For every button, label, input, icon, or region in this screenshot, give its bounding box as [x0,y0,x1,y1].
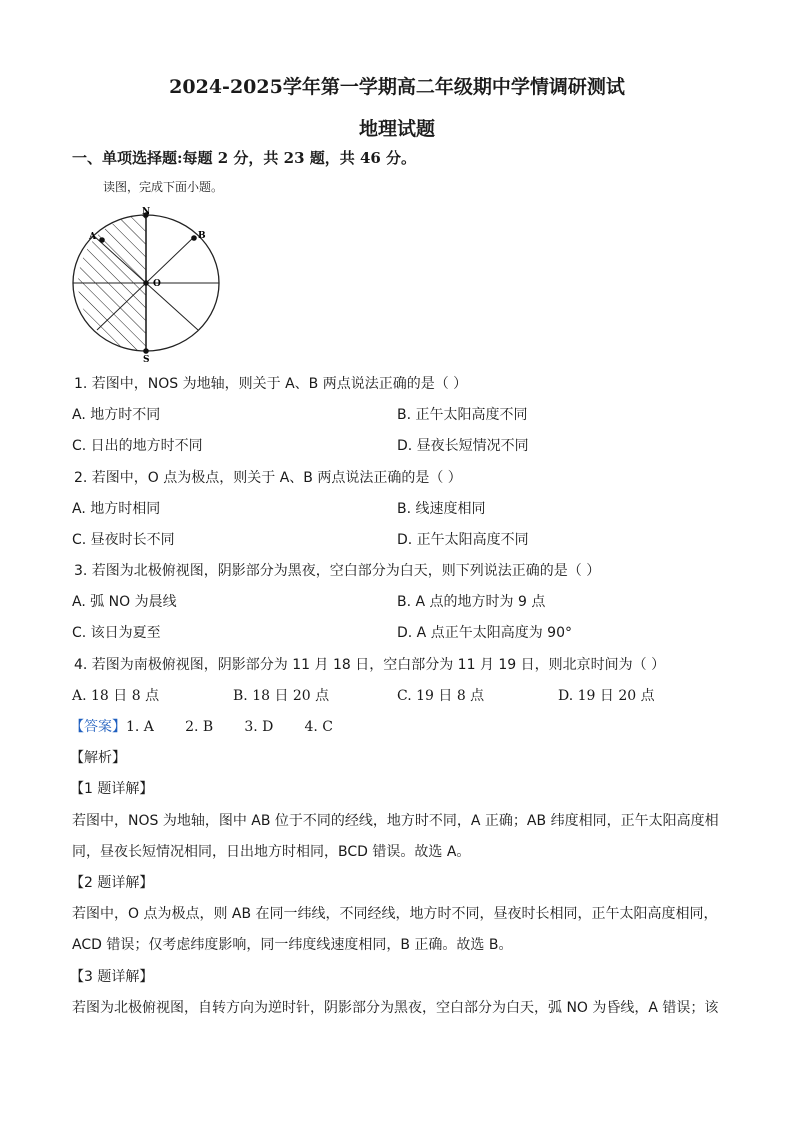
point-a [99,237,105,243]
page-title: 2024-2025学年第一学期高二年级期中学情调研测试 [169,76,625,98]
option-c: C. 昼夜时长不同 [72,532,175,548]
label-a: A [89,232,96,242]
point-b [191,235,197,241]
option-d: D. 正午太阳高度不同 [397,532,529,548]
question-stem: 1. 若图中，NOS 为地轴，则关于 A、B 两点说法正确的是（ ） [74,376,468,392]
option-c: C. 日出的地方时不同 [72,438,203,454]
reading-intro: 读图，完成下面小题。 [103,180,224,194]
point-s [143,348,149,354]
option-d: D. 19 日 20 点 [558,688,655,704]
detail-heading: 【1 题详解】 [70,781,154,797]
detail-line: 若图中，O 点为极点，则 AB 在同一纬线，不同经线，地方时不同，昼夜时长相同，正午太阳高度相同， [72,906,718,922]
option-b: B. A 点的地方时为 9 点 [397,594,546,610]
option-a: A. 18 日 8 点 [72,688,160,704]
answer-line [70,716,333,736]
detail-line: 若图为北极俯视图，自转方向为逆时针，阴影部分为黑夜，空白部分为白天，弧 NO 为昏线，A 错误；该 [72,1000,719,1016]
question-stem: 4. 若图为南极俯视图，阴影部分为 11 月 18 日，空白部分为 11 月 19 日，则北京时间为（ ） [74,657,666,673]
option-b: B. 线速度相同 [397,501,486,517]
option-b: B. 正午太阳高度不同 [397,407,528,423]
detail-line: 若图中，NOS 为地轴，图中 AB 位于不同的经线，地方时不同，A 正确；AB 纬度相同，正午太阳高度相 [72,813,719,829]
detail-line: ACD 错误；仅考虑纬度影响，同一纬度线速度相同，B 正确。故选 B。 [72,937,513,953]
point-o [143,280,149,286]
page-subtitle: 地理试题 [358,118,435,140]
option-a: A. 地方时不同 [72,407,161,423]
label-s: S [143,355,150,365]
detail-heading: 【2 题详解】 [70,875,154,891]
option-c: C. 19 日 8 点 [397,688,485,704]
earth-diagram [68,205,228,365]
analysis-label: 【解析】 [70,750,126,766]
detail-line: 同，昼夜长短情况相同，日出地方时相同，BCD 错误。故选 A。 [72,844,471,860]
question-stem: 2. 若图中，O 点为极点，则关于 A、B 两点说法正确的是（ ） [74,470,462,486]
option-d: D. 昼夜长短情况不同 [397,438,529,454]
option-b: B. 18 日 20 点 [233,688,330,704]
question-stem: 3. 若图为北极俯视图，阴影部分为黑夜，空白部分为白天，则下列说法正确的是（ ） [74,563,601,579]
option-a: A. 地方时相同 [72,501,161,517]
option-d: D. A 点正午太阳高度为 90° [397,625,572,641]
section-heading: 一、单项选择题:每题 2 分，共 23 题，共 46 分。 [72,149,417,167]
answer-values: 1. A 2. B 3. D 4. C [126,719,334,735]
answer-label: 答案 [84,719,112,735]
answer-bracket-open: 【 [70,719,84,735]
label-b: B [198,231,206,241]
option-a: A. 弧 NO 为晨线 [72,594,177,610]
answer-bracket-close: 】 [112,719,126,735]
option-c: C. 该日为夏至 [72,625,161,641]
detail-heading: 【3 题详解】 [70,969,154,985]
label-o: O [153,279,161,289]
label-n: N [142,207,151,217]
